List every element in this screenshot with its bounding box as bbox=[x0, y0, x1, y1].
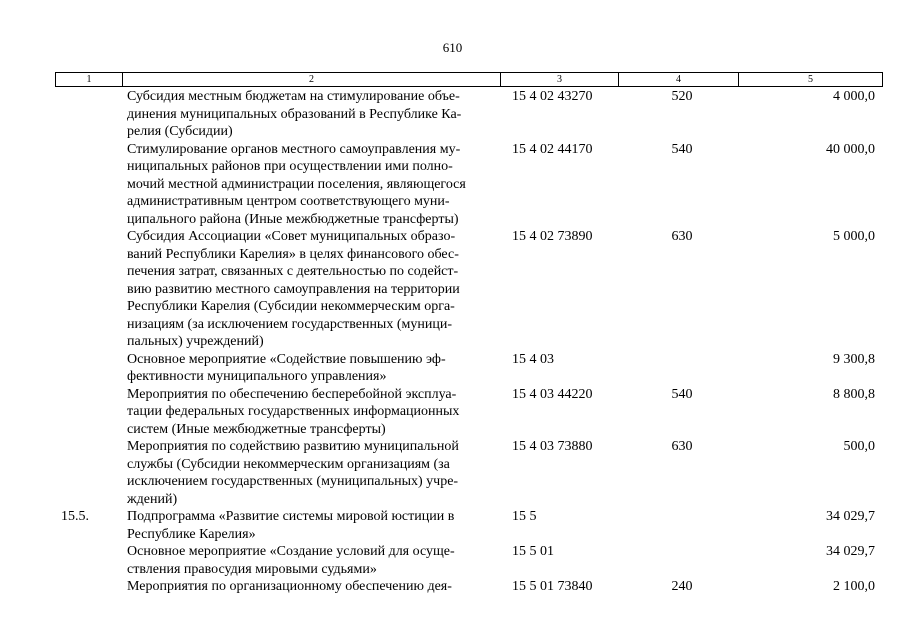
row-code: 15 4 03 bbox=[512, 351, 554, 367]
table-header-row bbox=[55, 72, 883, 87]
row-num bbox=[55, 88, 127, 141]
row-type: 630 bbox=[671, 439, 693, 454]
page-number: 610 bbox=[442, 40, 463, 55]
header-cell-3: 3 bbox=[501, 73, 619, 86]
row-code: 15 4 03 73880 bbox=[512, 439, 593, 454]
row-desc: Мероприятия по содействию развитию муниципальной службы (Субсидии некоммерческим организациям (за исключением государственных (муниципальных) учре- ждений) bbox=[127, 439, 459, 507]
table-row bbox=[55, 578, 881, 596]
row-num bbox=[55, 141, 127, 229]
row-code: 15 5 bbox=[512, 509, 537, 524]
row-amount: 34 029,7 bbox=[826, 509, 875, 524]
table-row bbox=[55, 88, 881, 141]
row-num bbox=[55, 543, 127, 578]
row-code: 15 4 03 44220 bbox=[512, 386, 593, 402]
table-row bbox=[55, 543, 881, 578]
row-num bbox=[55, 578, 127, 596]
row-type bbox=[635, 508, 729, 543]
row-code: 15 4 02 73890 bbox=[512, 229, 593, 244]
row-code: 15 5 01 73840 bbox=[512, 579, 593, 594]
row-desc: Стимулирование органов местного самоуправления му- ниципальных районов при осуществлении ими полно- мочий местной администрации поселения, являющегося административным центром соответствующего муни- ципального района (Иные межбюджетные трансферты) bbox=[127, 141, 466, 227]
table-row bbox=[55, 438, 881, 508]
row-amount: 9 300,8 bbox=[833, 351, 875, 367]
row-amount: 40 000,0 bbox=[826, 141, 875, 157]
header-cell-2: 2 bbox=[123, 73, 501, 86]
row-num bbox=[55, 386, 127, 439]
row-type: 520 bbox=[671, 89, 693, 104]
row-code: 15 4 02 44170 bbox=[512, 141, 593, 157]
header-cell-1: 1 bbox=[56, 73, 123, 86]
row-type: 540 bbox=[671, 141, 693, 157]
row-type: 630 bbox=[671, 229, 693, 244]
row-num: 15.5. bbox=[61, 509, 89, 524]
row-desc: Мероприятия по организационному обеспечению дея- bbox=[127, 579, 452, 594]
row-desc: Подпрограмма «Развитие системы мировой юстиции в Республике Карелия» bbox=[127, 509, 455, 542]
row-desc: Основное мероприятие «Создание условий для осуще- ствления правосудия мировыми судьями» bbox=[127, 544, 455, 577]
table-row bbox=[55, 351, 881, 386]
row-type: 540 bbox=[671, 386, 693, 402]
row-amount: 4 000,0 bbox=[833, 89, 875, 104]
row-num bbox=[55, 228, 127, 351]
row-desc: Мероприятия по обеспечению бесперебойной эксплуа- тации федеральных государственных информационных систем (Иные межбюджетные трансферты) bbox=[127, 386, 460, 437]
header-cell-5: 5 bbox=[808, 74, 813, 85]
row-code: 15 5 01 bbox=[512, 544, 554, 559]
table-row bbox=[55, 141, 881, 229]
row-amount: 2 100,0 bbox=[833, 579, 875, 594]
row-amount: 34 029,7 bbox=[826, 544, 875, 559]
row-type bbox=[635, 543, 729, 578]
row-desc: Субсидия Ассоциации «Совет муниципальных образо- ваний Республики Карелия» в целях финансового обес- печения затрат, связанных с деятельностью по содейст- вию развитию местного самоуправления на территории Республики Карелия (Субсидии некоммерческим орга- низациям (за исключением государственных (муници- пальных) учреждений) bbox=[127, 229, 460, 349]
row-num bbox=[55, 351, 127, 386]
row-desc: Субсидия местным бюджетам на стимулирование объе- динения муниципальных образований в Республике Ка- релия (Субсидии) bbox=[127, 89, 462, 139]
row-code: 15 4 02 43270 bbox=[512, 89, 593, 104]
table-row bbox=[55, 228, 881, 351]
row-type: 240 bbox=[671, 579, 693, 594]
table-row bbox=[55, 386, 881, 439]
row-amount: 500,0 bbox=[843, 439, 875, 454]
header-cell-4: 4 bbox=[619, 73, 739, 86]
table-body bbox=[55, 88, 881, 596]
row-amount: 8 800,8 bbox=[833, 386, 875, 402]
row-type bbox=[635, 351, 729, 386]
row-amount: 5 000,0 bbox=[833, 229, 875, 244]
row-num bbox=[55, 438, 127, 508]
table-row bbox=[55, 508, 881, 543]
row-desc: Основное мероприятие «Содействие повышению эф- фективности муниципального управления» bbox=[127, 351, 446, 384]
